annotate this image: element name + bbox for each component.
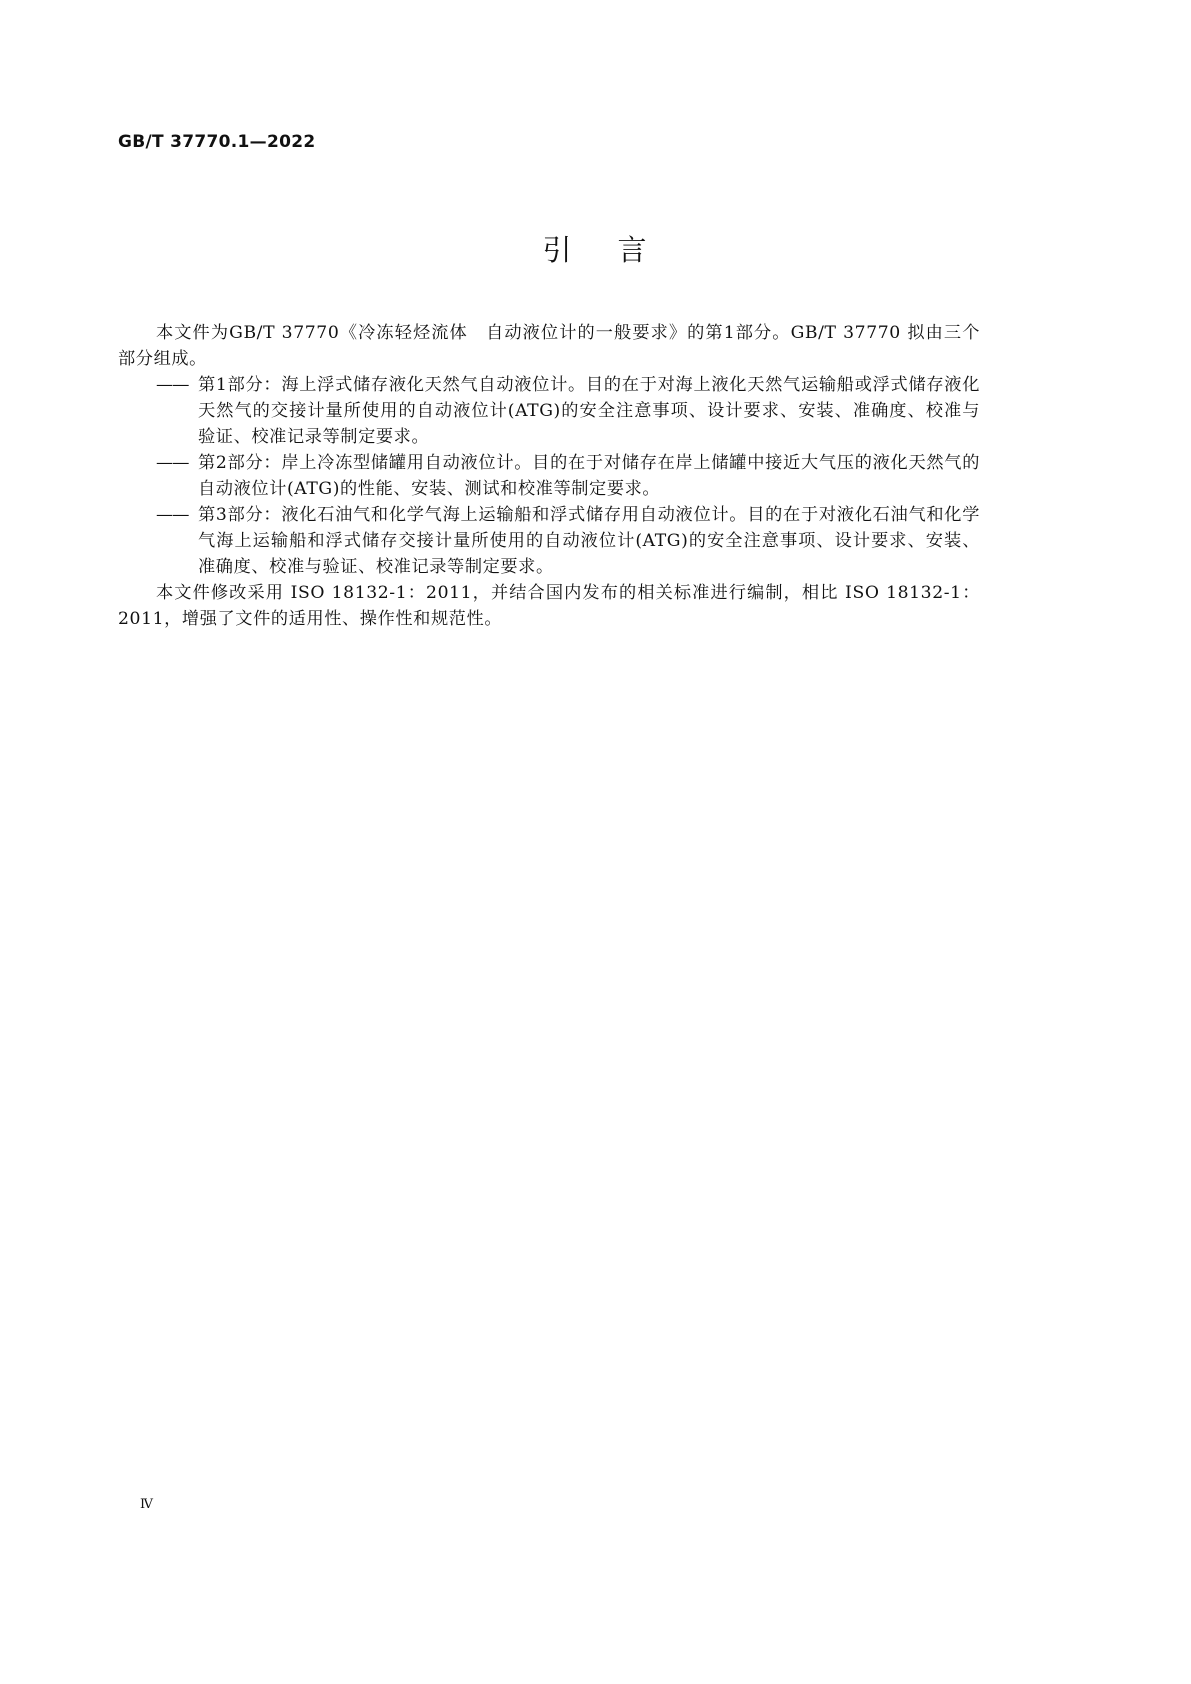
list-item-text: 第1部分：海上浮式储存液化天然气自动液位计。目的在于对海上液化天然气运输船或浮式储存液化天然气的交接计量所使用的自动液位计(ATG)的安全注意事项、设计要求、安装、准确度、校准与验证、校准记录等制定要求。 — [198, 375, 980, 447]
list-item-part-2 — [118, 450, 980, 502]
introduction-body — [118, 320, 980, 632]
list-item-part-1 — [118, 372, 980, 450]
intro-paragraph: 本文件为GB/T 37770《冷冻轻烃流体 自动液位计的一般要求》的第1部分。GB/T 37770 拟由三个部分组成。 — [118, 323, 980, 369]
closing-paragraph: 本文件修改采用 ISO 18132-1：2011，并结合国内发布的相关标准进行编制，相比 ISO 18132-1：2011，增强了文件的适用性、操作性和规范性。 — [118, 583, 980, 629]
list-dash: —— — [156, 453, 189, 473]
page-title — [0, 228, 1191, 269]
list-item-text: 第2部分：岸上冷冻型储罐用自动液位计。目的在于对储存在岸上储罐中接近大气压的液化天然气的自动液位计(ATG)的性能、安装、测试和校准等制定要求。 — [198, 453, 980, 499]
list-item-part-3 — [118, 502, 980, 580]
document-id: GB/T 37770.1—2022 — [118, 132, 316, 152]
list-dash: —— — [156, 375, 189, 395]
page-title-char-1: 引 — [542, 233, 574, 267]
list-item-text: 第3部分：液化石油气和化学气海上运输船和浮式储存用自动液位计。目的在于对液化石油气和化学气海上运输船和浮式储存交接计量所使用的自动液位计(ATG)的安全注意事项、设计要求、安装、准确度、校准与验证、校准记录等制定要求。 — [198, 505, 980, 577]
list-dash: —— — [156, 505, 189, 525]
page-number: Ⅳ — [140, 1497, 153, 1512]
page-title-char-2: 言 — [617, 233, 649, 267]
